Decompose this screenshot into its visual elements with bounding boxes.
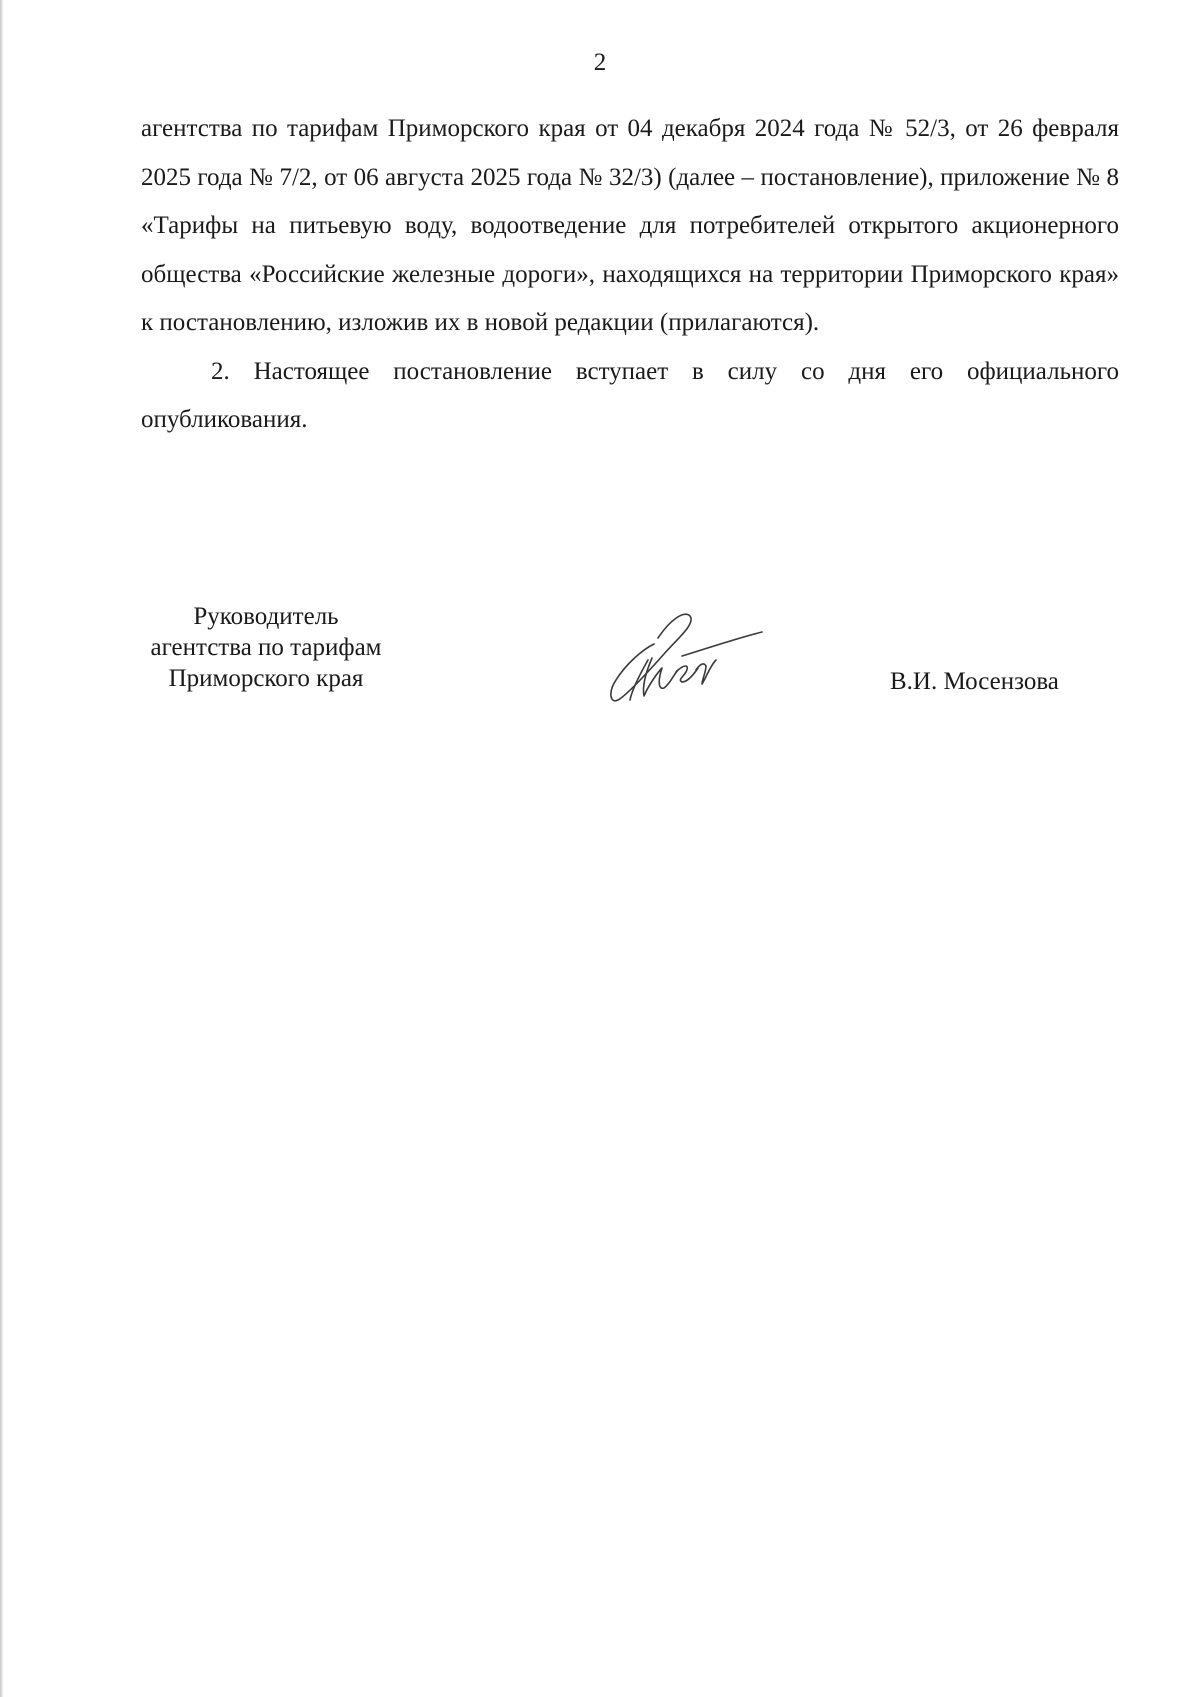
- body-paragraph-1: агентства по тарифам Приморского края от 04 декабря 2024 года № 52/3, от 26 февраля 2025 года № 7/2, от 06 августа 2025 года № 32/3) (далее – постановление), приложение № 8 «Тарифы на питьевую воду, водоотведение для потребителей открытого акционерного общества «Российские железные дороги», находящихся на территории Приморского края» к постановлению, изложив их в новой редакции (прилагаются).: [141, 115, 1119, 336]
- signatory-position-line-2: агентства по тарифам: [150, 634, 382, 661]
- signatory-position-line-3: Приморского края: [168, 665, 364, 692]
- signatory-position-line-1: Руководитель: [193, 603, 339, 630]
- document-body: [141, 105, 1119, 445]
- body-paragraph-2: 2. Настоящее постановление вступает в силу со дня его официального опубликования.: [141, 357, 1119, 433]
- handwritten-signature: [598, 600, 763, 705]
- scan-edge-shadow: [0, 0, 3, 1697]
- signer-name: В.И. Мосензова: [890, 668, 1059, 695]
- signatory-position: [130, 601, 402, 694]
- page-number: 2: [593, 49, 607, 76]
